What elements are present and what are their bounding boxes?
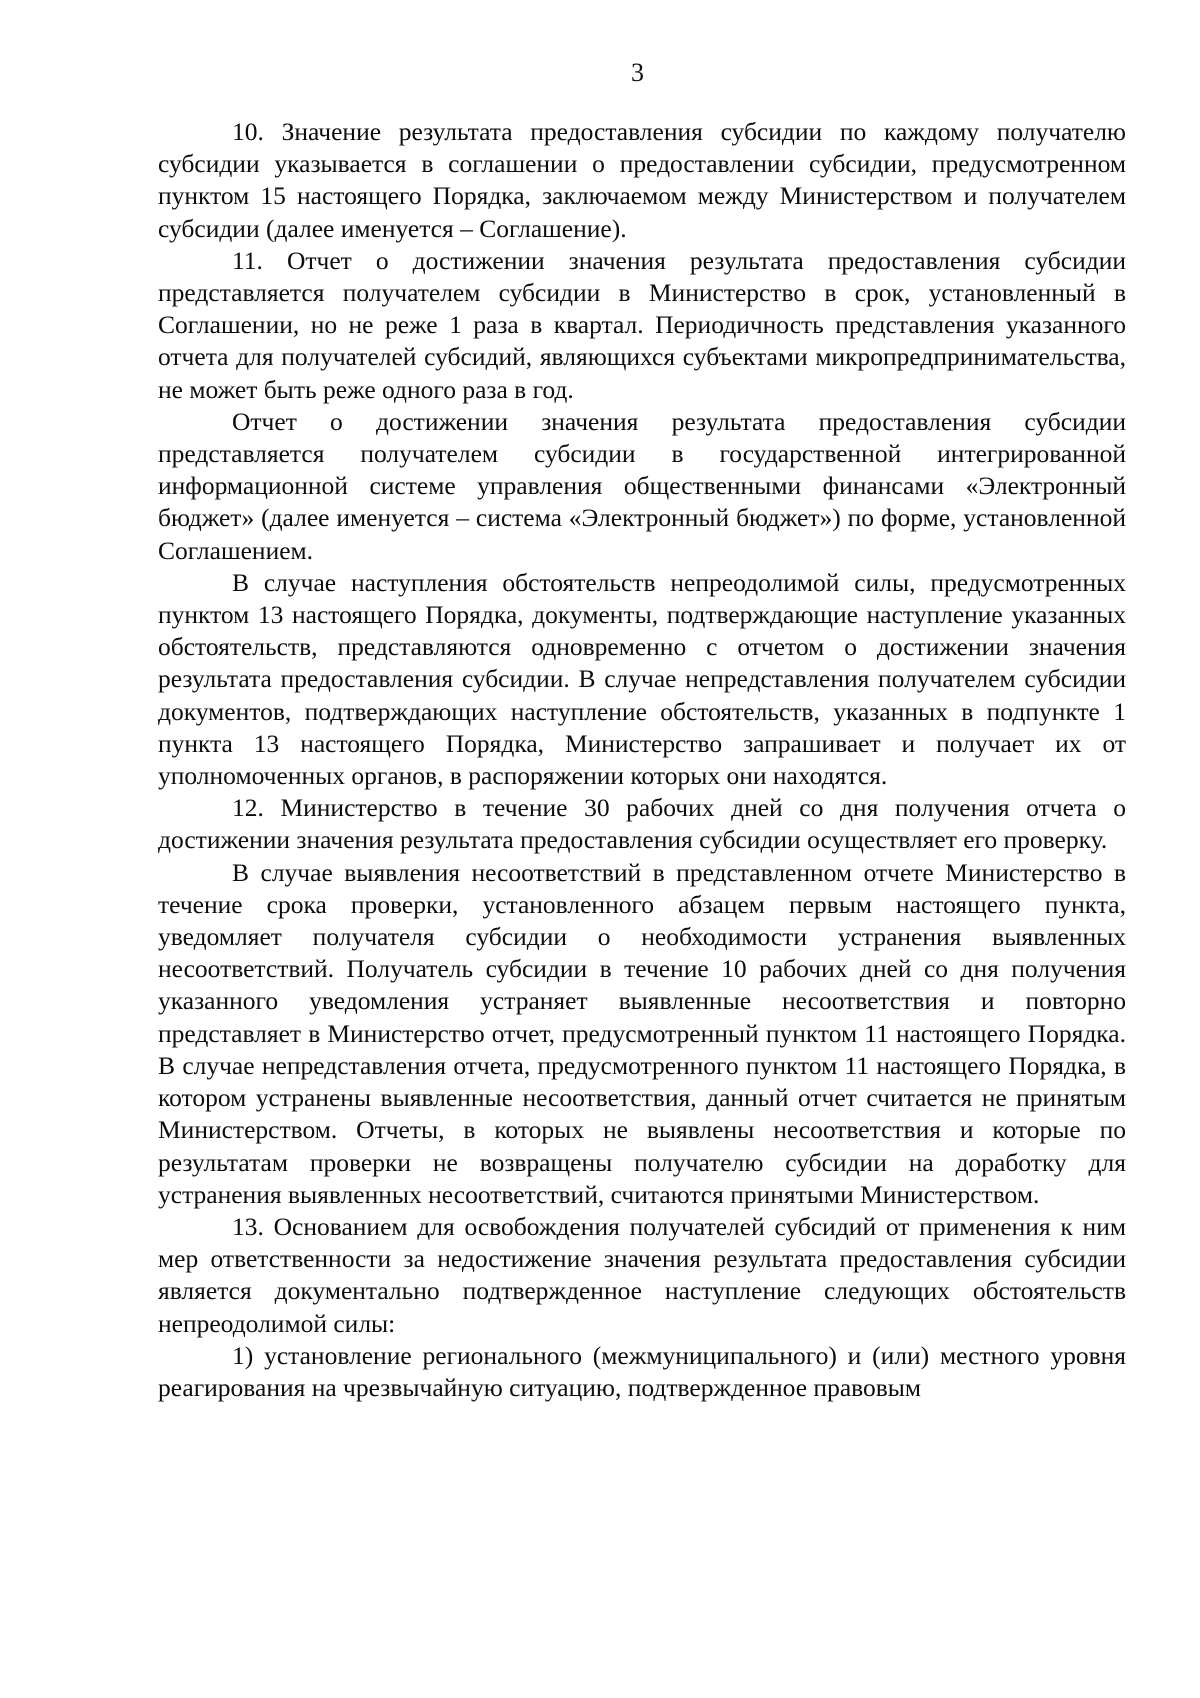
paragraph-11-force-majeure: В случае наступления обстоятельств непреодолимой силы, предусмотренных пунктом 13 настоящего Порядка, документы, подтверждающие наступление указанных обстоятельств, представляются одновременно с отчетом о достижении значения результата предоставления субсидии. В случае непредставления получателем субсидии документов, подтверждающих наступление обстоятельств, указанных в подпункте 1 пункта 13 настоящего Порядка, Министерство запрашивает и получает их от уполномоченных органов, в распоряжении которых они находятся. <box>158 567 1126 791</box>
page-number: 3 <box>631 58 644 87</box>
paragraph-13: 13. Основанием для освобождения получателей субсидий от применения к ним мер ответственности за недостижение значения результата предоставления субсидии является документально подтвержденное наступление следующих обстоятельств непреодолимой силы: <box>158 1211 1126 1338</box>
paragraph-11-report-system: Отчет о достижении значения результата предоставления субсидии представляется получателем субсидии в государственной интегрированной информационной системе управления общественными финансами «Электронный бюджет» (далее именуется – система «Электронный бюджет») по форме, установленной Соглашением. <box>158 406 1126 565</box>
paragraph-10: 10. Значение результата предоставления субсидии по каждому получателю субсидии указывается в соглашении о предоставлении субсидии, предусмотренном пунктом 15 настоящего Порядка, заключаемом между Министерством и получателем субсидии (далее именуется – Соглашение). <box>158 117 1126 243</box>
paragraph-13-item-1: 1) установление регионального (межмуниципального) и (или) местного уровня реагирования на чрезвычайную ситуацию, подтвержденное правовым <box>158 1340 1126 1402</box>
paragraph-11: 11. Отчет о достижении значения результата предоставления субсидии представляется получателем субсидии в Министерство в срок, установленный в Соглашении, но не реже 1 раза в квартал. Периодичность представления указанного отчета для получателей субсидий, являющихся субъектами микропредпринимательства, не может быть реже одного раза в год. <box>158 245 1126 404</box>
document-body <box>158 116 1126 1404</box>
paragraph-12: 12. Министерство в течение 30 рабочих дней со дня получения отчета о достижении значения результата предоставления субсидии осуществляет его проверку. <box>158 793 1126 855</box>
paragraph-12-discrepancies: В случае выявления несоответствий в представленном отчете Министерство в течение срока проверки, установленного абзацем первым настоящего пункта, уведомляет получателя субсидии о необходимости устранения выявленных несоответствий. Получатель субсидии в течение 10 рабочих дней со дня получения указанного уведомления устраняет выявленные несоответствия и повторно представляет в Министерство отчет, предусмотренный пунктом 11 настоящего Порядка. В случае непредставления отчета, предусмотренного пунктом 11 настоящего Порядка, в котором устранены выявленные несоответствия, данный отчет считается не принятым Министерством. Отчеты, в которых не выявлены несоответствия и которые по результатам проверки не возвращены получателю субсидии на доработку для устранения выявленных несоответствий, считаются принятыми Министерством. <box>158 857 1126 1209</box>
